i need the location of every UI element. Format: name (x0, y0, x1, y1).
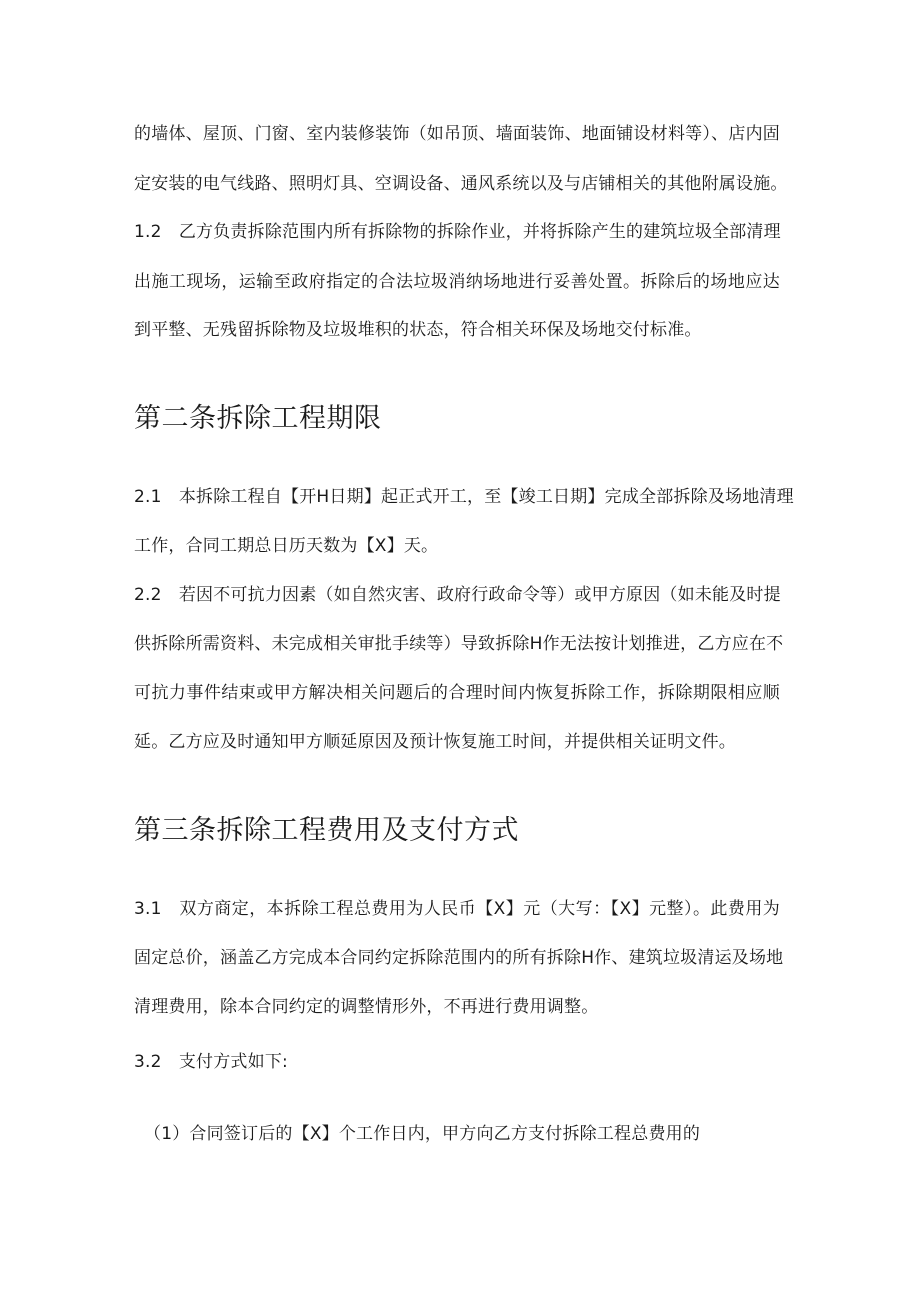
clause-1-2-line: 1.2 乙方负责拆除范围内所有拆除物的拆除作业，并将拆除产生的建筑垃圾全部清理 (134, 222, 781, 242)
paragraph-line: 可抗力事件结束或甲方解决相关问题后的合理时间内恢复拆除工作，拆除期限相应顺 (134, 683, 780, 703)
paragraph-line: 供拆除所需资料、未完成相关审批手续等）导致拆除H作无法按计划推进，乙方应在不 (134, 634, 784, 654)
paragraph-line: 延。乙方应及时通知甲方顺延原因及预计恢复施工时间，并提供相关证明文件。 (134, 732, 736, 752)
paragraph-line: 清理费用，除本合同约定的调整情形外，不再进行费用调整。 (134, 997, 599, 1017)
payment-item-1-line: （1）合同签订后的【X】个工作日内，甲方向乙方支付拆除工程总费用的 (144, 1124, 701, 1144)
paragraph-line: 出施工现场，运输至政府指定的合法垃圾消纳场地进行妥善处置。拆除后的场地应达 (134, 272, 780, 292)
clause-3-1-line: 3.1 双方商定，本拆除工程总费用为人民币【X】元（大写：【X】元整）。此费用为 (134, 899, 780, 919)
paragraph-line: 工作，合同工期总日历天数为【X】天。 (134, 536, 439, 556)
paragraph-line: 的墙体、屋顶、门窗、室内装修装饰（如吊顶、墙面装饰、地面铺设材料等）、店内固 (134, 124, 780, 144)
section-2-heading: 第二条拆除工程期限 (134, 403, 382, 434)
clause-2-2-line: 2.2 若因不可抗力因素（如自然灾害、政府行政命令等）或甲方原因（如未能及时提 (134, 585, 781, 605)
section-3-heading: 第三条拆除工程费用及支付方式 (134, 815, 519, 846)
paragraph-line: 固定总价，涵盖乙方完成本合同约定拆除范围内的所有拆除H作、建筑垃圾清运及场地 (134, 948, 784, 968)
clause-3-2-line: 3.2 支付方式如下: (134, 1052, 288, 1072)
paragraph-line: 到平整、无残留拆除物及垃圾堆积的状态，符合相关环保及场地交付标准。 (134, 320, 702, 340)
clause-2-1-line: 2.1 本拆除工程自【开H日期】起正式开工，至【竣工日期】完成全部拆除及场地清理 (134, 487, 794, 507)
paragraph-line: 定安装的电气线路、照明灯具、空调设备、通风系统以及与店铺相关的其他附属设施。 (134, 174, 788, 194)
